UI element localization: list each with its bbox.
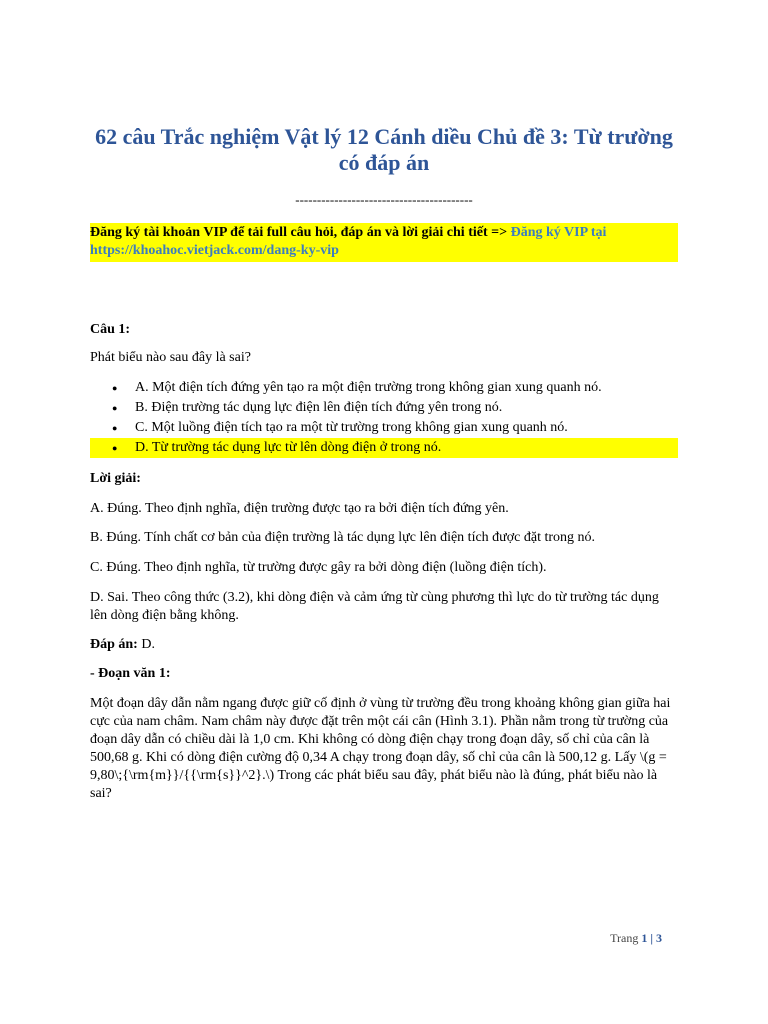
solution-line-c: C. Đúng. Theo định nghĩa, từ trường được gây ra bởi dòng điện (luồng điện tích).: [90, 560, 547, 575]
answer-label: Đáp án:: [90, 637, 138, 652]
solution-line-d: D. Sai. Theo công thức (3.2), khi dòng điện và cảm ứng từ cùng phương thì lực do từ trường tác dụng lên dòng điện bằng không.: [90, 590, 659, 623]
option-b: ● B. Điện trường tác dụng lực điện lên điện tích đứng yên trong nó.: [90, 398, 678, 418]
answer-value: D.: [137, 637, 155, 652]
question-label: Câu 1:: [90, 322, 131, 337]
vip-register-link[interactable]: Đăng ký VIP tại https://khoahoc.vietjack.com/dang-ky-vip: [90, 225, 607, 258]
current-page-number: 1: [641, 931, 648, 945]
solution-label: Lời giải:: [90, 471, 141, 486]
option-c: ● C. Một luồng điện tích tạo ra một từ trường trong không gian xung quanh nó.: [90, 418, 678, 438]
answer-line: [90, 636, 678, 654]
answer-options-list: [90, 378, 678, 458]
document-title: 62 câu Trắc nghiệm Vật lý 12 Cánh diều Chủ đề 3: Từ trường có đáp án: [95, 124, 673, 175]
option-a: ● A. Một điện tích đứng yên tạo ra một điện trường trong không gian xung quanh nó.: [90, 378, 678, 398]
total-pages: 3: [656, 931, 662, 945]
page-separator: |: [647, 931, 656, 945]
promo-text: Đăng ký tài khoản VIP để tải full câu hỏi, đáp án và lời giải chi tiết =>: [90, 225, 511, 240]
question-prompt: Phát biểu nào sau đây là sai?: [90, 350, 251, 365]
passage-text: Một đoạn dây dẫn nằm ngang được giữ cố định ở vùng từ trường đều trong khoảng không gian giữa hai cực của nam châm. Nam châm này được đặt trên một cái cân (Hình 3.1). Phần nằm trong từ trường của đoạn dây dẫn có chiều dài là 1,0 cm. Khi không có dòng điện chạy trong đoạn dây, số chỉ của cân là 500,68 g. Khi có dòng điện cường độ 0,34 A chạy trong đoạn dây, số chỉ của cân là 500,12 g. Lấy \(g = 9,80\;{\rm{m}}/{{\rm{s}}^2}.\) Trong các phát biểu sau đây, phát biểu nào là đúng, phát biểu nào là sai?: [90, 696, 671, 801]
footer-prefix: Trang: [610, 931, 642, 945]
divider-line: -----------------------------------------: [295, 192, 473, 207]
passage-label: - Đoạn văn 1:: [90, 666, 171, 681]
solution-line-b: B. Đúng. Tính chất cơ bản của điện trường là tác dụng lực lên điện tích được đặt trong nó.: [90, 530, 596, 545]
solution-line-a: A. Đúng. Theo định nghĩa, điện trường được tạo ra bởi điện tích đứng yên.: [90, 501, 509, 516]
page-footer: [610, 931, 662, 946]
vip-promo-banner: [90, 223, 678, 262]
option-d-highlighted: ● D. Từ trường tác dụng lực từ lên dòng điện ở trong nó.: [90, 438, 678, 458]
